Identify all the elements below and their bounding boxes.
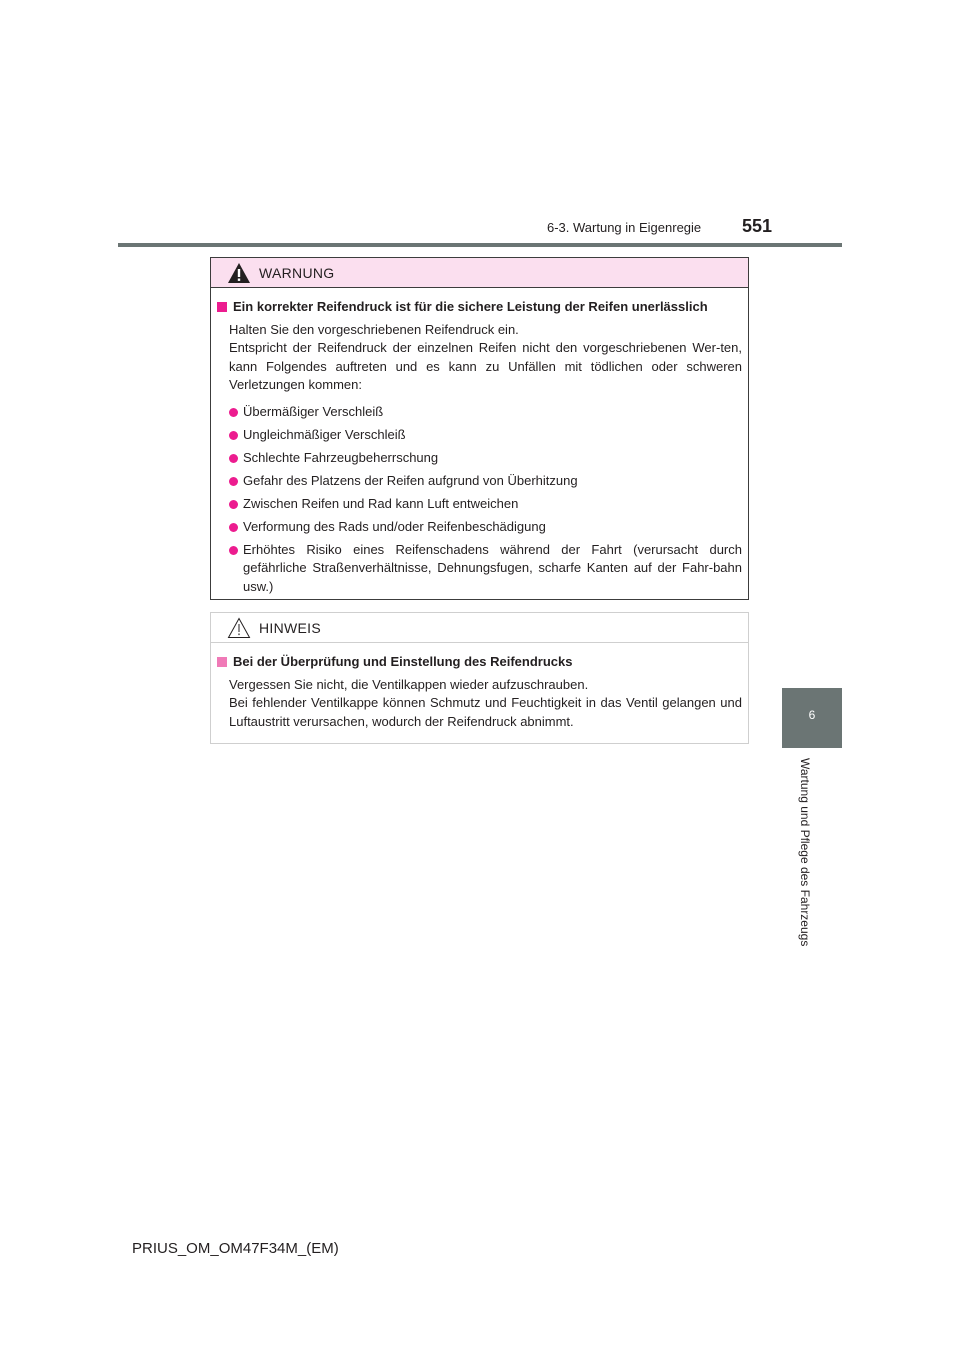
list-item: Übermäßiger Verschleiß (229, 403, 742, 422)
round-bullet-icon (229, 546, 238, 555)
square-bullet-icon (217, 302, 227, 312)
warning-bullet-list (217, 403, 742, 597)
warning-box (210, 257, 749, 600)
list-item: Zwischen Reifen und Rad kann Luft entweichen (229, 495, 742, 514)
chapter-tab-label: Wartung und Pflege des Fahrzeugs (798, 758, 812, 947)
list-item: Ungleichmäßiger Verschleiß (229, 426, 742, 445)
section-header: 6-3. Wartung in Eigenregie (547, 220, 702, 235)
notice-text (229, 676, 742, 732)
list-item: Gefahr des Platzens der Reifen aufgrund von Überhitzung (229, 472, 742, 491)
round-bullet-icon (229, 523, 238, 532)
round-bullet-icon (229, 500, 238, 509)
warning-triangle-icon (227, 262, 251, 284)
warning-intro (229, 321, 742, 395)
round-bullet-icon (229, 431, 238, 440)
warning-section-title: Ein korrekter Reifendruck ist für die sichere Leistung der Reifen unerlässlich (217, 298, 742, 317)
notice-body (211, 643, 748, 731)
round-bullet-icon (229, 454, 238, 463)
warning-intro-line: Entspricht der Reifendruck der einzelnen Reifen nicht den vorgeschriebenen Wer-ten, kann Folgendes auftreten und es kann zu Unfällen mit tödlichen oder schweren Verletzungen kommen: (229, 340, 742, 392)
round-bullet-icon (229, 477, 238, 486)
notice-section-title: Bei der Überprüfung und Einstellung des Reifendrucks (217, 653, 742, 672)
notice-header (211, 613, 748, 643)
notice-box (210, 612, 749, 744)
list-item: Erhöhtes Risiko eines Reifenschadens während der Fahrt (verursacht durch gefährliche Straßenverhältnisse, Dehnungsfugen, scharfe Kanten auf der Fahr-bahn usw.) (229, 541, 742, 597)
notice-line: Vergessen Sie nicht, die Ventilkappen wieder aufzuschrauben. (229, 676, 589, 692)
list-item: Verformung des Rads und/oder Reifenbeschädigung (229, 518, 742, 537)
header-rule (118, 243, 842, 247)
notice-triangle-icon (227, 617, 251, 639)
warning-body (211, 288, 748, 596)
list-item: Schlechte Fahrzeugbeherrschung (229, 449, 742, 468)
warning-intro-line: Halten Sie den vorgeschriebenen Reifendruck ein. (229, 321, 519, 337)
notice-title: HINWEIS (259, 619, 321, 636)
notice-line: Bei fehlender Ventilkappe können Schmutz und Feuchtigkeit in das Ventil gelangen und Luftaustritt verursachen, wodurch der Reifendruck abnimmt. (229, 695, 742, 729)
square-bullet-icon (217, 657, 227, 667)
round-bullet-icon (229, 408, 238, 417)
chapter-tab-number: 6 (808, 708, 816, 722)
page-number: 551 (742, 216, 773, 236)
document-id: PRIUS_OM_OM47F34M_(EM) (132, 1240, 339, 1257)
warning-title: WARNUNG (259, 264, 335, 281)
warning-header (211, 258, 748, 288)
